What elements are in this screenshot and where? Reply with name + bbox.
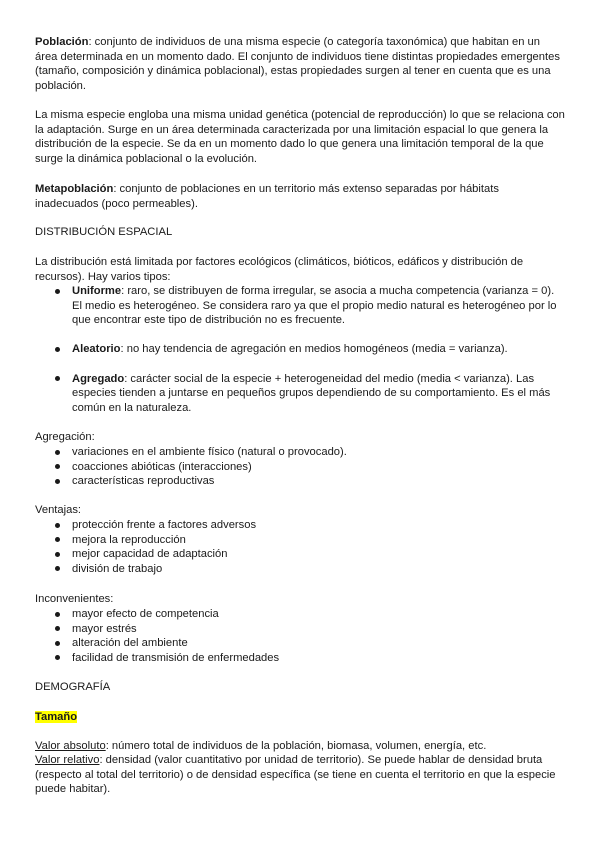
valor-relativo-paragraph [35,753,565,797]
list-item: mayor estrés [35,622,565,637]
demografia-heading: DEMOGRAFÍA [35,681,111,693]
list-item [35,284,565,328]
ventajas-list [35,518,565,576]
list-item: alteración del ambiente [35,636,565,651]
valor-absoluto-definition: : número total de individuos de la población, biomasa, volumen, energía, etc. [105,740,487,752]
type-term: Aleatorio [72,343,121,356]
bullet-icon [55,289,60,294]
list-item: mayor efecto de competencia [35,607,565,622]
bullet-icon [55,552,60,557]
bullet-icon [55,376,60,381]
list-item: características reproductivas [35,474,565,489]
distribucion-intro: La distribución está limitada por factores ecológicos (climáticos, bióticos, edáficos y distribución de recursos). Hay varios tipos: [35,256,524,283]
inconvenientes-list [35,607,565,665]
inconvenientes-label: Inconvenientes: [35,593,114,605]
list-item [35,342,565,357]
list-item: variaciones en el ambiente físico (natural o provocado). [35,445,565,460]
bullet-icon [55,626,60,631]
bullet-icon [55,479,60,484]
bullet-icon [55,450,60,455]
type-term: Agregado [72,372,125,385]
tamano-highlight: Tamaño [35,711,78,723]
metapoblacion-paragraph [35,182,565,211]
metapoblacion-term: Metapoblación [35,183,114,195]
bullet-icon [55,641,60,646]
bullet-icon [55,612,60,617]
poblacion-definition: : conjunto de individuos de una misma especie (o categoría taxonómica) que habitan en un área determinada en un momento dado. El conjunto de individuos tiene distintas propiedades emergentes (tamaño, composición y dinámica poblacional), estas propiedades surgen al tener en cuenta que es una población. [35,36,560,92]
list-item: división de trabajo [35,562,565,577]
poblacion-term: Población [35,36,89,48]
list-item: coacciones abióticas (interacciones) [35,460,565,475]
valor-relativo-term: Valor relativo [35,754,100,766]
distribucion-heading: DISTRIBUCIÓN ESPACIAL [35,226,173,238]
valor-relativo-definition: : densidad (valor cuantitativo por unidad de territorio). Se puede hablar de densidad bruta (respecto al total del territorio) o de densidad específica (se tiene en cuenta el territorio en que la especie puede habitar). [35,754,556,796]
tamano-subheading [35,710,565,725]
metapoblacion-definition: : conjunto de poblaciones en un territorio más extenso separadas por hábitats inadecuados (poco permeables). [35,183,499,210]
list-item [35,372,565,416]
list-item: mejora la reproducción [35,533,565,548]
valor-absoluto-paragraph [35,739,565,754]
bullet-icon [55,523,60,528]
list-item: protección frente a factores adversos [35,518,565,533]
type-definition: : carácter social de la especie + heterogeneidad del medio (media < varianza). Las especies tienden a juntarse en pequeños grupos dependiendo de su comportamiento. Es el más común en la naturaleza. [72,372,551,414]
bullet-icon [55,537,60,542]
bullet-icon [55,464,60,469]
type-definition: : raro, se distribuyen de forma irregular, se asocia a mucha competencia (varianza = 0). El medio es heterogéneo. Se considera raro ya que el propio medio natural es heterogéneo por lo que encontrar este tipo de distribución no es frecuente. [72,285,557,327]
type-term: Uniforme [72,285,122,297]
ventajas-label: Ventajas: [35,504,82,516]
poblacion-paragraph [35,35,565,93]
distribution-types-list [35,284,565,415]
list-item: mejor capacidad de adaptación [35,547,565,562]
type-definition: : no hay tendencia de agregación en medios homogéneos (media = varianza). [120,343,508,356]
bullet-icon [55,655,60,660]
bullet-icon [55,566,60,571]
list-item: facilidad de transmisión de enfermedades [35,651,565,666]
agregacion-label: Agregación: [35,431,95,443]
especie-paragraph: La misma especie engloba una misma unidad genética (potencial de reproducción) lo que se relaciona con la adaptación. Surge en un área determinada caracterizada por una limitación espacial lo que genera la distribución de la especie. Se da en un momento dado lo que genera una limitación temporal de la que surge la dinámica poblacional o la evolución. [35,109,565,165]
agregacion-list [35,445,565,489]
bullet-icon [55,347,60,352]
valor-absoluto-term: Valor absoluto [35,740,106,752]
